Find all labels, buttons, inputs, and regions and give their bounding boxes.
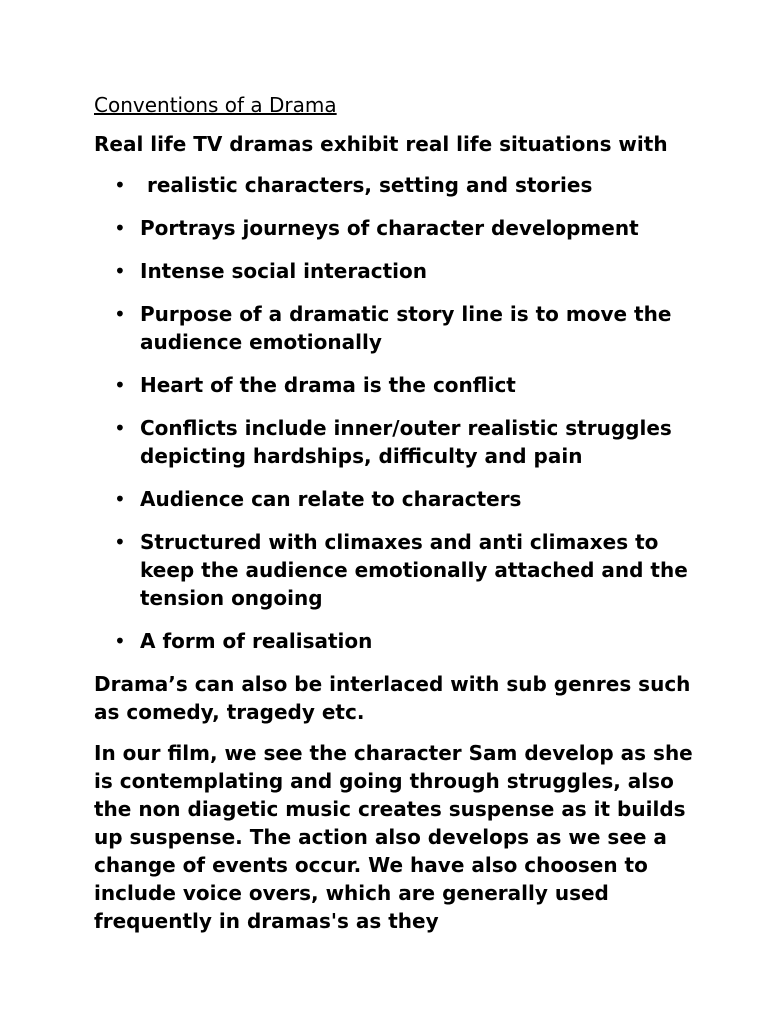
document-body: [94, 92, 714, 948]
list-item-text: Audience can relate to characters: [140, 487, 522, 511]
bullet-icon: •: [114, 302, 126, 326]
list-item: [94, 257, 714, 285]
list-item: [94, 171, 714, 199]
list-item-text: realistic characters, setting and stories: [140, 173, 593, 197]
list-item: [94, 371, 714, 399]
list-item-text: Structured with climaxes and anti climaxes to keep the audience emotionally attached and the tension ongoing: [140, 530, 688, 610]
list-item: [94, 214, 714, 242]
bullet-icon: •: [114, 629, 126, 653]
conventions-list: [94, 171, 714, 655]
list-item: [94, 414, 714, 470]
film-analysis-paragraph: In our film, we see the character Sam develop as she is contemplating and going through struggles, also the non diagetic music creates suspense as it builds up suspense. The action also develops as we see a change of events occur. We have also choosen to include voice overs, which are generally used frequently in dramas's as they: [94, 741, 693, 933]
list-item-text: Portrays journeys of character development: [140, 216, 639, 240]
bullet-icon: •: [114, 416, 126, 440]
list-item-text: Intense social interaction: [140, 259, 427, 283]
list-item: [94, 627, 714, 655]
bullet-icon: •: [114, 530, 126, 554]
list-item: [94, 300, 714, 356]
bullet-icon: •: [114, 487, 126, 511]
list-item-text: A form of realisation: [140, 629, 373, 653]
bullet-icon: •: [114, 216, 126, 240]
list-item-text: Heart of the drama is the conflict: [140, 373, 516, 397]
bullet-icon: •: [114, 259, 126, 283]
list-item: [94, 528, 714, 612]
intro-paragraph: Real life TV dramas exhibit real life situations with: [94, 132, 668, 156]
list-item-text: Conflicts include inner/outer realistic struggles depicting hardships, difficulty and pain: [140, 416, 672, 468]
document-heading: Conventions of a Drama: [94, 93, 337, 117]
subgenre-paragraph: Drama’s can also be interlaced with sub genres such as comedy, tragedy etc.: [94, 672, 691, 724]
bullet-icon: •: [114, 173, 126, 197]
list-item-text: Purpose of a dramatic story line is to move the audience emotionally: [140, 302, 672, 354]
bullet-icon: •: [114, 373, 126, 397]
list-item: [94, 485, 714, 513]
